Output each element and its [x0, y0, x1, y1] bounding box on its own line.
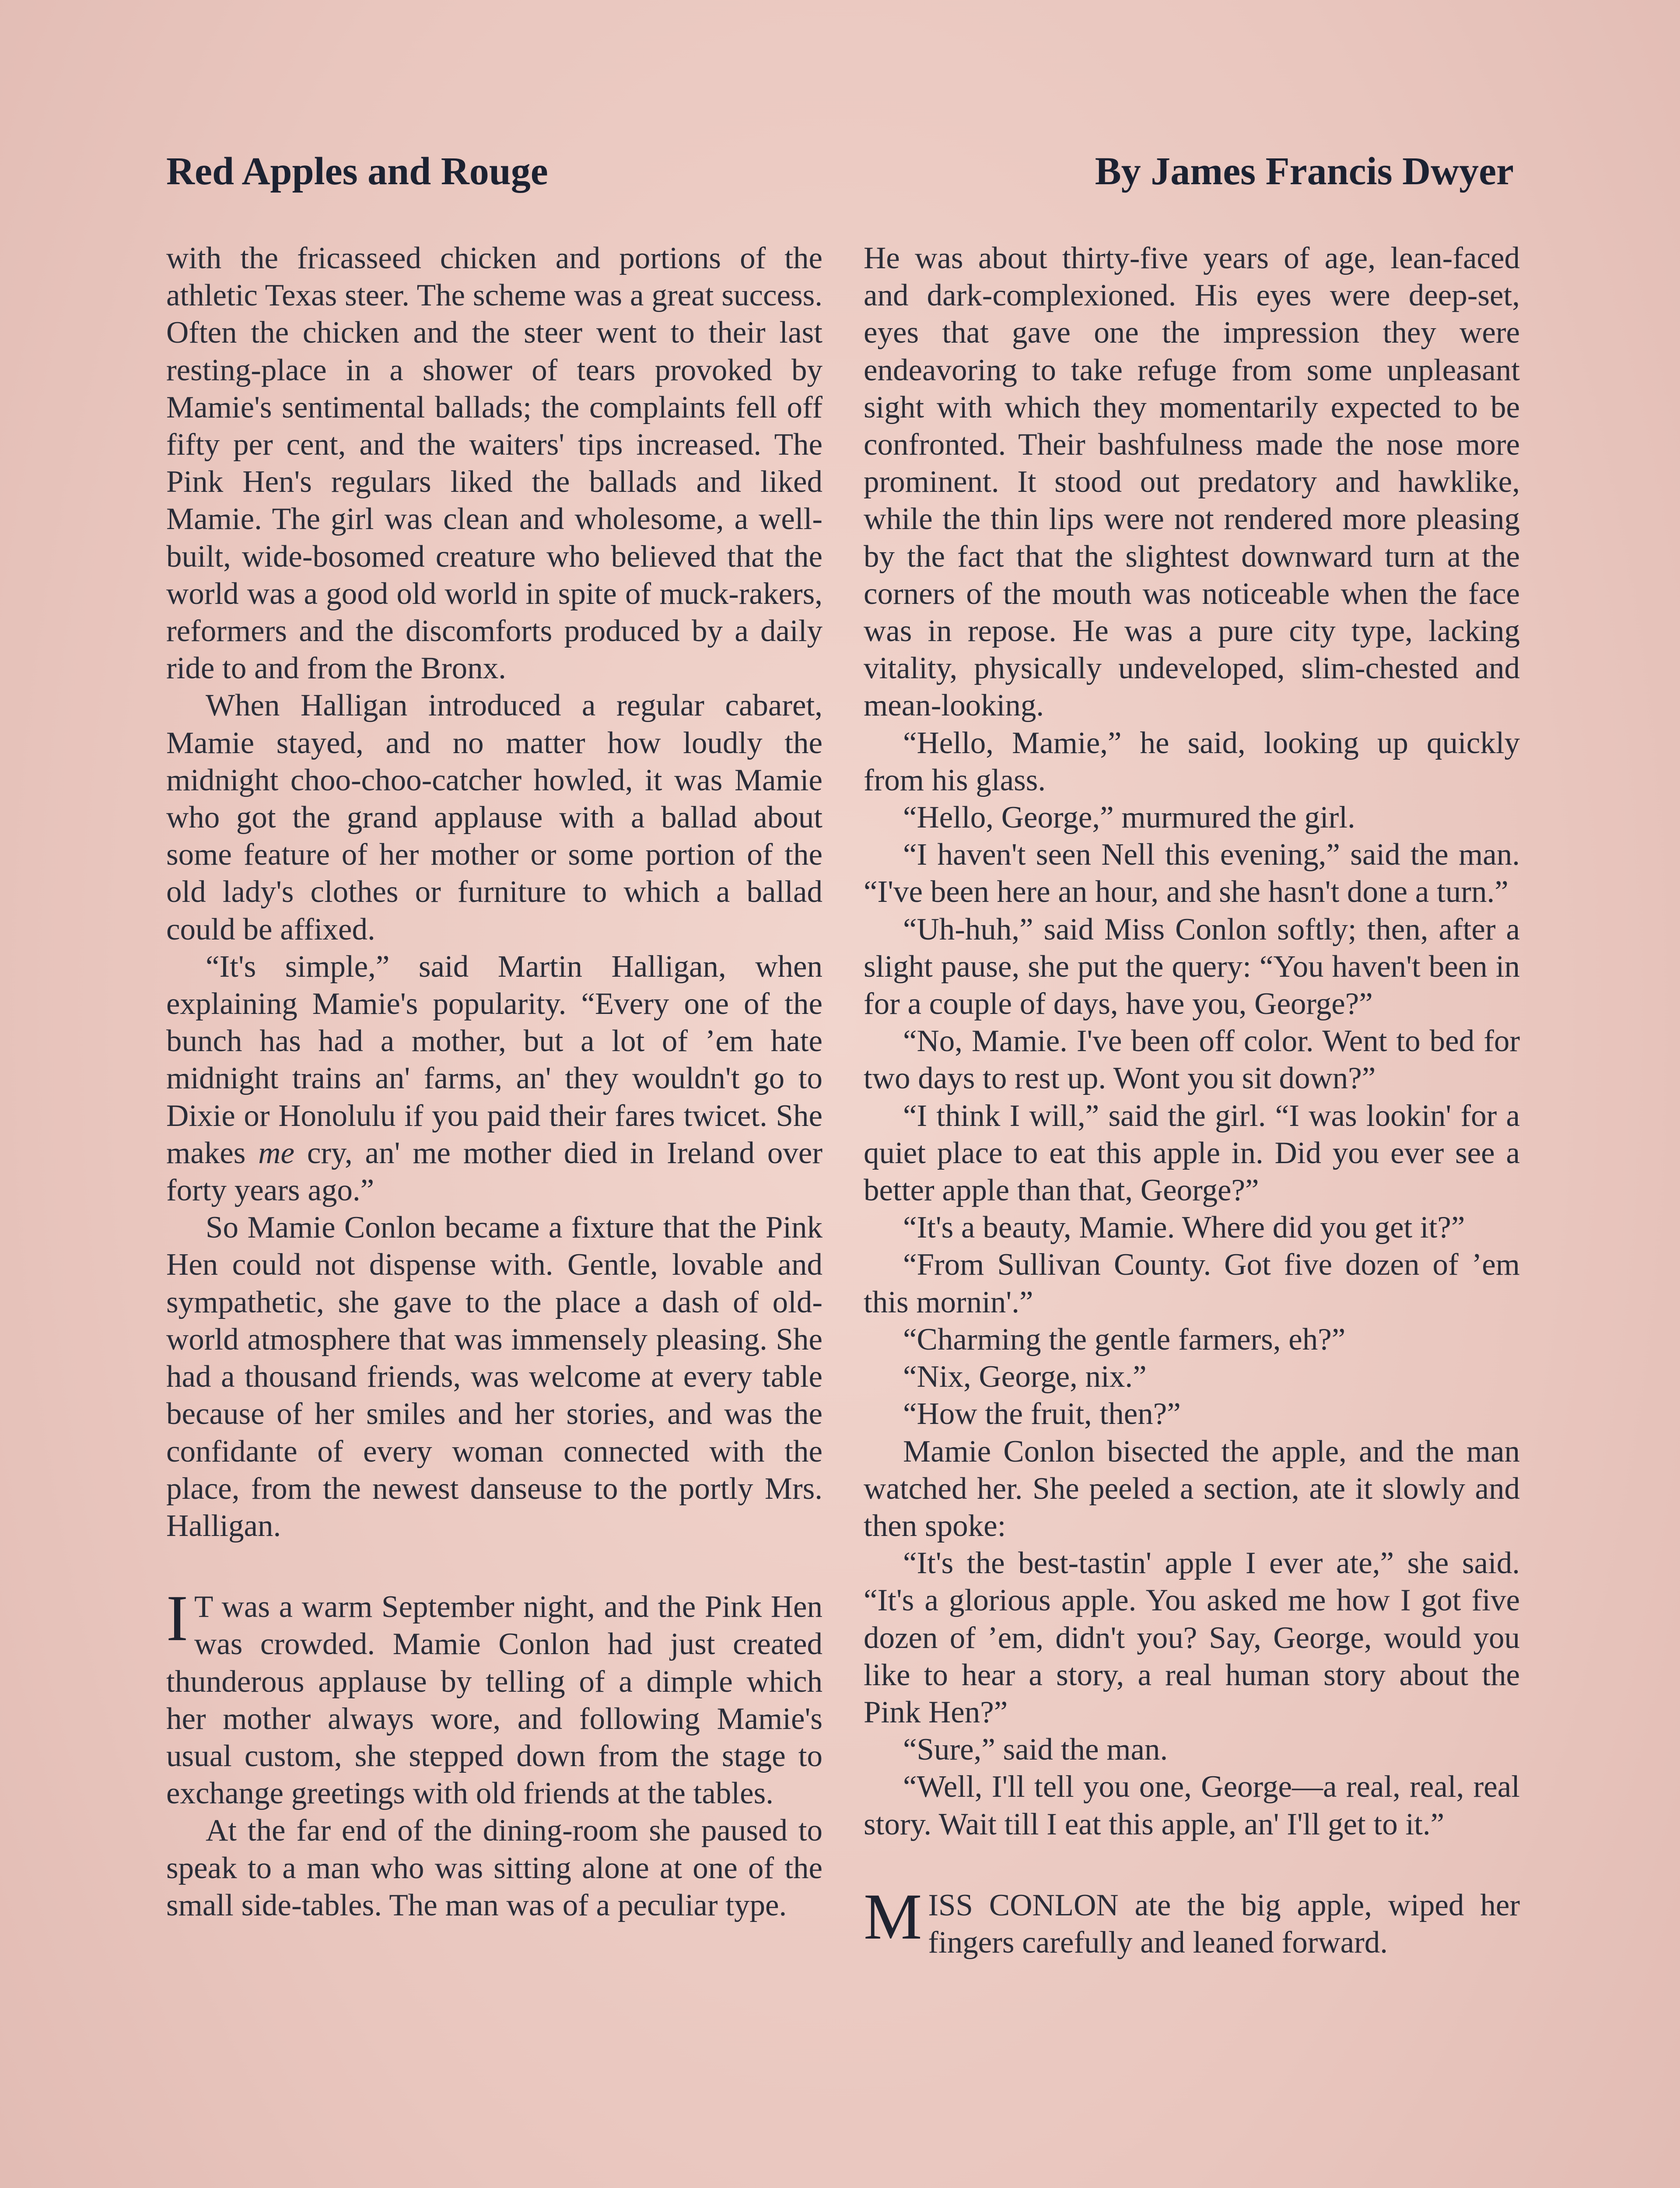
- right-column: [864, 240, 1520, 1961]
- running-head: [166, 149, 1514, 194]
- paragraph: “Charming the gentle farmers, eh?”: [903, 1322, 1346, 1357]
- paragraph-text: “It's simple,” said Martin Halligan, when explaining Mamie's popularity. “Every one of the bunch has had a mother, but a lot of ’em hate midnight trains an' farms, an' they wouldn't go to Dixie or Honolulu if you paid their fares twicet. She makes: [166, 949, 822, 1170]
- paragraph: “It's the best-tastin' apple I ever ate,” she said. “It's a glorious apple. You asked me how I got five dozen of ’em, didn't you? Say, George, would you like to hear a story, a real human story about the Pink Hen?”: [864, 1546, 1520, 1729]
- paragraph: “Hello, Mamie,” he said, looking up quickly from his glass.: [864, 726, 1520, 797]
- paragraph: “I think I will,” said the girl. “I was lookin' for a quiet place to eat this apple in. Did you ever see a better apple than that, George?”: [864, 1098, 1520, 1208]
- paragraph: “It's a beauty, Mamie. Where did you get it?”: [903, 1210, 1465, 1245]
- paragraph: [166, 948, 822, 1209]
- section-opening-paragraph: [864, 1880, 1520, 1961]
- paragraph-text: ISS CONLON ate the big apple, wiped her fingers carefully and leaned forward.: [928, 1888, 1520, 1960]
- paragraph: So Mamie Conlon became a fixture that the Pink Hen could not dispense with. Gentle, lovable and sympathetic, she gave to the place a dash of old-world atmosphere that was immensely pleasing. She had a thousand friends, was welcome at every table because of her smiles and her stories, and was the confidante of every woman connected with the place, from the newest danseuse to the portly Mrs. Halligan.: [166, 1210, 822, 1543]
- paragraph: “How the fruit, then?”: [903, 1397, 1181, 1431]
- author-byline: By James Francis Dwyer: [1095, 150, 1514, 193]
- section-opening-paragraph: [166, 1582, 822, 1812]
- paragraph: “Well, I'll tell you one, George—a real, real, real story. Wait till I eat this apple, an' I'll get to it.”: [864, 1770, 1520, 1841]
- paragraph: “I haven't seen Nell this evening,” said the man. “I've been here an hour, and she hasn't done a turn.”: [864, 838, 1520, 909]
- paragraph: “Sure,” said the man.: [903, 1732, 1168, 1767]
- left-column: [166, 240, 822, 1924]
- paragraph: At the far end of the dining-room she paused to speak to a man who was sitting alone at one of the small side-tables. The man was of a peculiar type.: [166, 1813, 822, 1922]
- paragraph: When Halligan introduced a regular cabaret, Mamie stayed, and no matter how loudly the midnight choo-choo-catcher howled, it was Mamie who got the grand applause with a ballad about some feature of her mother or some portion of the old lady's clothes or furniture to which a ballad could be affixed.: [166, 688, 822, 947]
- paragraph: “Uh-huh,” said Miss Conlon softly; then, after a slight pause, she put the query: “You haven't been in for a couple of days, have you, George?”: [864, 912, 1520, 1021]
- paragraph: “From Sullivan County. Got five dozen of ’em this mornin'.”: [864, 1248, 1520, 1319]
- drop-cap: M: [864, 1880, 922, 1953]
- paragraph-text: T was a warm September night, and the Pink Hen was crowded. Mamie Conlon had just created thunderous applause by telling of a dimple which her mother always wore, and following Mamie's usual custom, she stepped down from the stage to exchange greetings with old friends at the tables.: [166, 1590, 822, 1811]
- paragraph: with the fricasseed chicken and portions of the athletic Texas steer. The scheme was a great success. Often the chicken and the steer went to their last resting-place in a shower of tears provoked by Mamie's sentimental ballads; the complaints fell off fifty per cent, and the waiters' tips increased. The Pink Hen's regulars liked the ballads and liked Mamie. The girl was clean and wholesome, a well-built, wide-bosomed creature who believed that the world was a good old world in spite of muck-rakers, reformers and the discomforts produced by a daily ride to and from the Bronx.: [166, 241, 822, 686]
- emphasis-text: me: [258, 1136, 295, 1170]
- paragraph: “Nix, George, nix.”: [903, 1360, 1147, 1394]
- drop-cap: I: [166, 1582, 188, 1655]
- story-title: Red Apples and Rouge: [166, 150, 548, 193]
- paragraph: He was about thirty-five years of age, lean-faced and dark-complexioned. His eyes were deep-set, eyes that gave one the impression they were endeavoring to take refuge from some unpleasant sight with which they momentarily expected to be confronted. Their bashfulness made the nose more prominent. It stood out predatory and hawklike, while the thin lips were not rendered more pleasing by the fact that the slightest downward turn at the corners of the mouth was noticeable when the face was in repose. He was a pure city type, lacking vitality, physically undeveloped, slim-chested and mean-looking.: [864, 241, 1520, 723]
- paragraph: “Hello, George,” murmured the girl.: [903, 800, 1355, 835]
- paragraph: “No, Mamie. I've been off color. Went to bed for two days to rest up. Wont you sit down?”: [864, 1024, 1520, 1096]
- paragraph: Mamie Conlon bisected the apple, and the man watched her. She peeled a section, ate it slowly and then spoke:: [864, 1434, 1520, 1543]
- paragraph-text: cry, an' me mother died in Ireland over forty years ago.”: [166, 1136, 822, 1208]
